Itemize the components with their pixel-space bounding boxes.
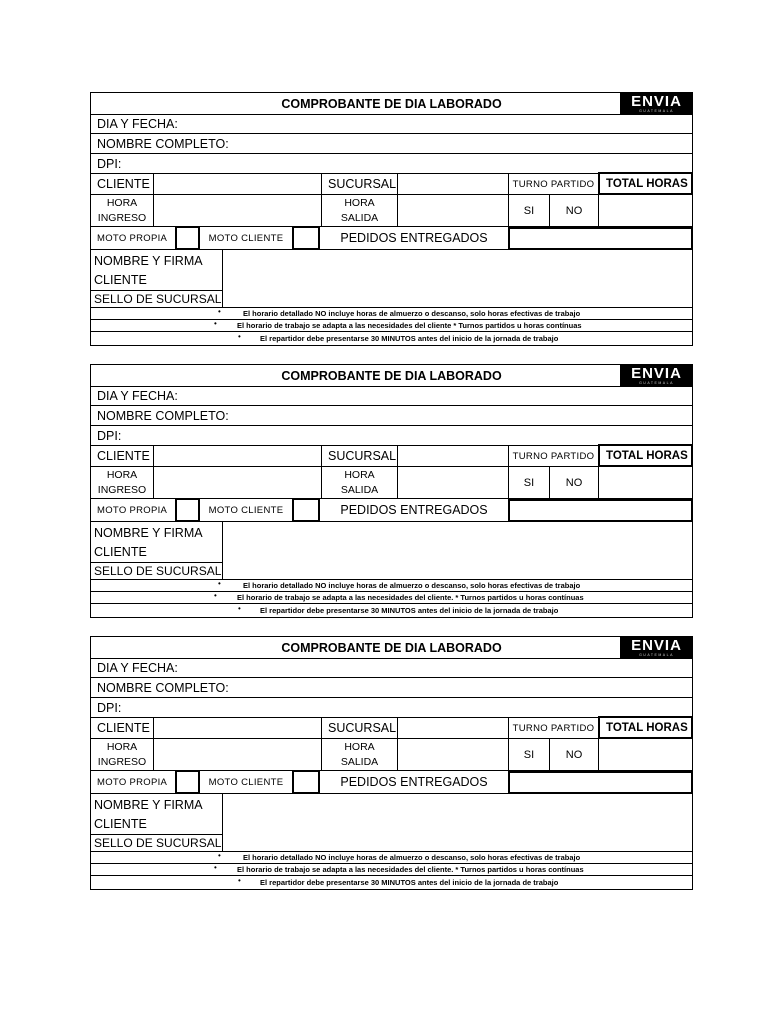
turno-no-option[interactable]: NO: [549, 194, 599, 227]
moto-propia-label: MOTO PROPIA: [90, 226, 176, 250]
cliente-text: CLIENTE: [94, 545, 147, 559]
hora-ingreso-label: [90, 466, 154, 499]
hora-salida-label: [321, 738, 398, 771]
moto-cliente-label: MOTO CLIENTE: [199, 770, 293, 794]
hora-ingreso-value[interactable]: [153, 194, 322, 227]
sucursal-label: SUCURSAL: [321, 445, 398, 467]
turno-no-option[interactable]: NO: [549, 738, 599, 771]
hora-text: HORA: [344, 196, 375, 209]
turno-partido-label: TURNO PARTIDO: [508, 173, 599, 195]
form-title: COMPROBANTE DE DIA LABORADO: [281, 96, 502, 111]
sucursal-label: SUCURSAL: [321, 173, 398, 195]
dpi-field[interactable]: DPI:: [90, 153, 693, 174]
nombre-completo-field[interactable]: NOMBRE COMPLETO:: [90, 677, 693, 698]
sucursal-value[interactable]: [397, 445, 509, 467]
cliente-value[interactable]: [153, 173, 322, 195]
bullet-icon: •: [218, 307, 221, 316]
hora-text: HORA: [106, 468, 138, 481]
nombre-completo-field[interactable]: NOMBRE COMPLETO:: [90, 133, 693, 154]
nombre-firma-label: [90, 249, 223, 291]
hora-text: HORA: [106, 196, 138, 209]
hora-salida-value[interactable]: [397, 194, 509, 227]
hora-text: HORA: [344, 740, 375, 753]
sello-sucursal-label: SELLO DE SUCURSAL: [90, 290, 223, 308]
nombre-firma-text: NOMBRE Y FIRMA: [94, 254, 203, 268]
salida-text: SALIDA: [340, 483, 379, 496]
firma-sello-area[interactable]: [222, 521, 693, 580]
cliente-text: CLIENTE: [94, 817, 147, 831]
bullet-icon: •: [238, 876, 241, 885]
nombre-firma-label: [90, 793, 223, 835]
note-1: El horario detallado NO incluye horas de almuerzo o descanso, solo horas efectivas de trabajo: [243, 309, 581, 318]
hora-salida-label: [321, 466, 398, 499]
turno-partido-label: TURNO PARTIDO: [508, 445, 599, 467]
pedidos-entregados-label: PEDIDOS ENTREGADOS: [319, 226, 509, 250]
salida-text: SALIDA: [340, 755, 379, 768]
hora-salida-label: [321, 194, 398, 227]
cliente-value[interactable]: [153, 717, 322, 739]
pedidos-entregados-label: PEDIDOS ENTREGADOS: [319, 770, 509, 794]
ingreso-text: INGRESO: [97, 211, 147, 224]
pedidos-entregados-label: PEDIDOS ENTREGADOS: [319, 498, 509, 522]
bullet-icon: •: [218, 851, 221, 860]
cliente-label: CLIENTE: [90, 173, 154, 195]
envia-logo: [620, 364, 693, 387]
dpi-field[interactable]: DPI:: [90, 697, 693, 718]
bullet-icon: •: [214, 591, 217, 600]
total-horas-value[interactable]: [598, 738, 693, 771]
bullet-icon: •: [218, 579, 221, 588]
note-1: El horario detallado NO incluye horas de almuerzo o descanso, solo horas efectivas de trabajo: [243, 581, 581, 590]
turno-si-option[interactable]: SI: [508, 738, 550, 771]
receipt-form-1: [90, 92, 693, 346]
logo-text: ENVIA: [631, 93, 682, 110]
pedidos-entregados-value[interactable]: [508, 499, 693, 522]
note-2: El horario de trabajo se adapta a las necesidades del cliente * Turnos partidos u horas contínuas: [237, 321, 582, 330]
turno-si-option[interactable]: SI: [508, 194, 550, 227]
moto-propia-checkbox[interactable]: [175, 498, 200, 522]
moto-propia-label: MOTO PROPIA: [90, 770, 176, 794]
cliente-text: CLIENTE: [94, 273, 147, 287]
sello-sucursal-label: SELLO DE SUCURSAL: [90, 562, 223, 580]
note-2: El horario de trabajo se adapta a las necesidades del cliente. * Turnos partidos u horas contínuas: [237, 865, 584, 874]
receipt-form-3: [90, 636, 693, 890]
nombre-firma-text: NOMBRE Y FIRMA: [94, 526, 203, 540]
dia-fecha-field[interactable]: DIA Y FECHA:: [90, 386, 693, 406]
envia-logo: [620, 636, 693, 659]
receipt-form-2: [90, 364, 693, 618]
bullet-icon: •: [238, 332, 241, 341]
ingreso-text: INGRESO: [97, 483, 147, 496]
hora-text: HORA: [106, 740, 138, 753]
logo-subtext: GUATEMALA: [639, 653, 674, 657]
hora-ingreso-value[interactable]: [153, 466, 322, 499]
envia-logo: [620, 92, 693, 115]
moto-cliente-checkbox[interactable]: [292, 770, 320, 794]
total-horas-label: TOTAL HORAS: [598, 716, 693, 739]
bullet-icon: •: [214, 319, 217, 328]
total-horas-value[interactable]: [598, 194, 693, 227]
note-1: El horario detallado NO incluye horas de almuerzo o descanso, solo horas efectivas de trabajo: [243, 853, 581, 862]
bullet-icon: •: [214, 863, 217, 872]
ingreso-text: INGRESO: [97, 755, 147, 768]
salida-text: SALIDA: [340, 211, 379, 224]
pedidos-entregados-value[interactable]: [508, 771, 693, 794]
note-2: El horario de trabajo se adapta a las necesidades del cliente. * Turnos partidos u horas contínuas: [237, 593, 584, 602]
firma-sello-area[interactable]: [222, 249, 693, 308]
logo-text: ENVIA: [631, 637, 682, 654]
hora-ingreso-label: [90, 738, 154, 771]
note-3: El repartidor debe presentarse 30 MINUTOS antes del inicio de la jornada de trabajo: [260, 606, 559, 615]
moto-cliente-checkbox[interactable]: [292, 226, 320, 250]
hora-salida-value[interactable]: [397, 738, 509, 771]
logo-subtext: GUATEMALA: [639, 109, 674, 113]
moto-cliente-label: MOTO CLIENTE: [199, 498, 293, 522]
cliente-label: CLIENTE: [90, 445, 154, 467]
moto-cliente-checkbox[interactable]: [292, 498, 320, 522]
nombre-firma-text: NOMBRE Y FIRMA: [94, 798, 203, 812]
sucursal-value[interactable]: [397, 173, 509, 195]
nombre-firma-label: [90, 521, 223, 563]
moto-propia-checkbox[interactable]: [175, 226, 200, 250]
hora-salida-value[interactable]: [397, 466, 509, 499]
total-horas-value[interactable]: [598, 466, 693, 499]
sucursal-value[interactable]: [397, 717, 509, 739]
cliente-label: CLIENTE: [90, 717, 154, 739]
total-horas-label: TOTAL HORAS: [598, 172, 693, 195]
hora-ingreso-label: [90, 194, 154, 227]
sello-sucursal-label: SELLO DE SUCURSAL: [90, 834, 223, 852]
hora-ingreso-value[interactable]: [153, 738, 322, 771]
turno-si-option[interactable]: SI: [508, 466, 550, 499]
turno-no-option[interactable]: NO: [549, 466, 599, 499]
dpi-field[interactable]: DPI:: [90, 425, 693, 446]
moto-propia-checkbox[interactable]: [175, 770, 200, 794]
note-3: El repartidor debe presentarse 30 MINUTOS antes del inicio de la jornada de trabajo: [260, 878, 559, 887]
dia-fecha-field[interactable]: DIA Y FECHA:: [90, 658, 693, 678]
form-title: COMPROBANTE DE DIA LABORADO: [281, 368, 502, 383]
cliente-value[interactable]: [153, 445, 322, 467]
hora-text: HORA: [344, 468, 375, 481]
logo-text: ENVIA: [631, 365, 682, 382]
nombre-completo-field[interactable]: NOMBRE COMPLETO:: [90, 405, 693, 426]
bullet-icon: •: [238, 604, 241, 613]
total-horas-label: TOTAL HORAS: [598, 444, 693, 467]
pedidos-entregados-value[interactable]: [508, 227, 693, 250]
turno-partido-label: TURNO PARTIDO: [508, 717, 599, 739]
dia-fecha-field[interactable]: DIA Y FECHA:: [90, 114, 693, 134]
moto-propia-label: MOTO PROPIA: [90, 498, 176, 522]
moto-cliente-label: MOTO CLIENTE: [199, 226, 293, 250]
logo-subtext: GUATEMALA: [639, 381, 674, 385]
form-title: COMPROBANTE DE DIA LABORADO: [281, 640, 502, 655]
firma-sello-area[interactable]: [222, 793, 693, 852]
sucursal-label: SUCURSAL: [321, 717, 398, 739]
note-3: El repartidor debe presentarse 30 MINUTOS antes del inicio de la jornada de trabajo: [260, 334, 559, 343]
